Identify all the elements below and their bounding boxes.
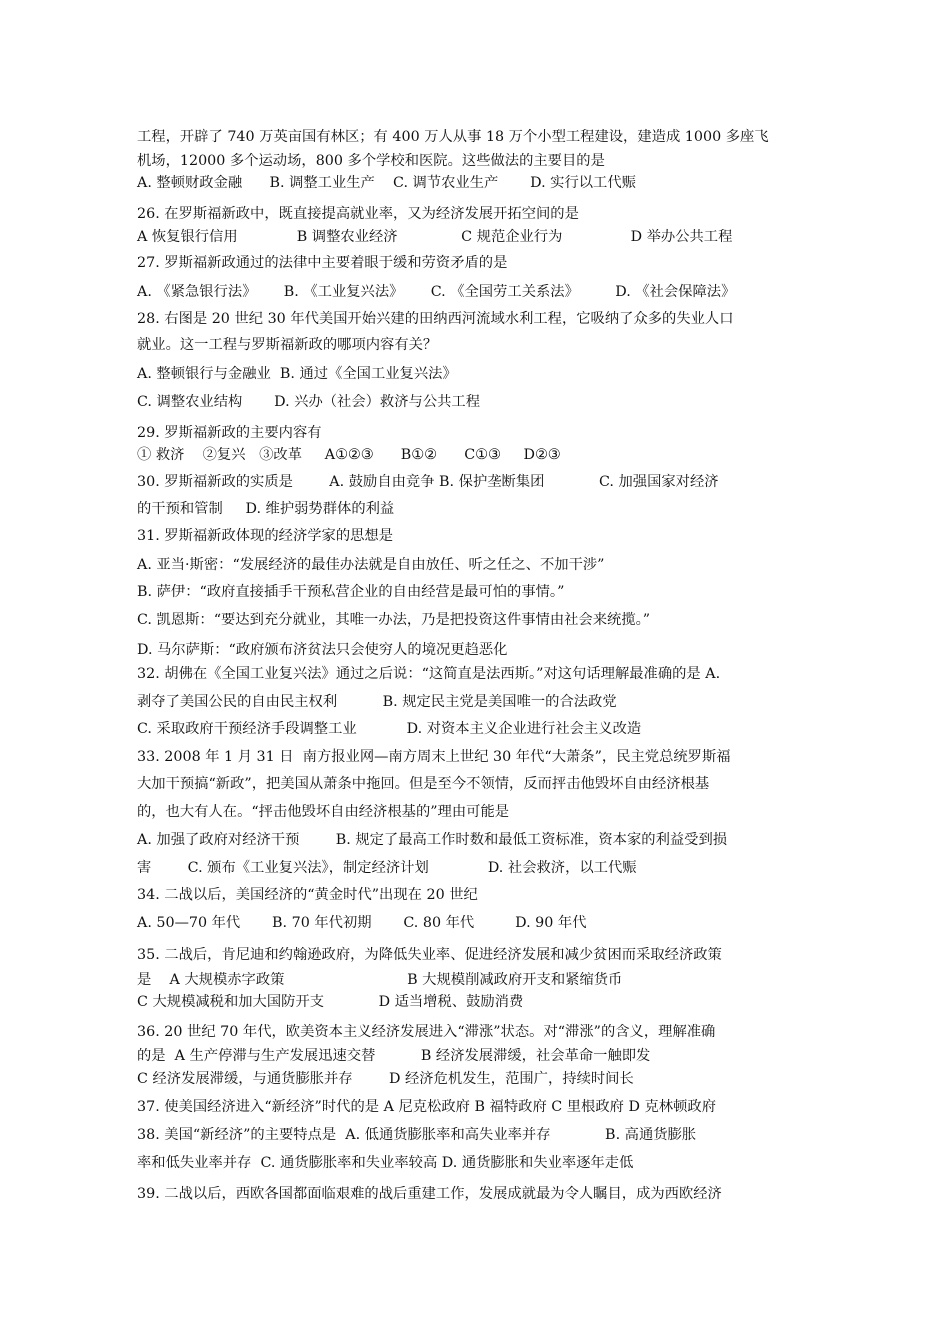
text-line: 39. 二战以后，西欧各国都面临艰难的战后重建工作，发展成就最为令人瞩目，成为西欧经济 [137,1186,722,1202]
text-line: C. 凯恩斯：“要达到充分就业，其唯一办法，乃是把投资这件事情由社会来统揽。” [137,612,651,628]
text-line: 26. 在罗斯福新政中，既直接提高就业率，又为经济发展开拓空间的是 [137,206,579,222]
text-line: 37. 使美国经济进入“新经济”时代的是 A 尼克松政府 B 福特政府 C 里根政府 D 克林顿政府 [137,1099,716,1115]
text-line: C. 采取政府干预经济手段调整工业 D. 对资本主义企业进行社会主义改造 [137,721,642,737]
text-line: 35. 二战后，肯尼迪和约翰逊政府，为降低失业率、促进经济发展和减少贫困而采取经济政策 [137,947,722,963]
text-line: A. 亚当·斯密：“发展经济的最佳办法就是自由放任、听之任之、不加干涉” [137,557,605,573]
text-line: A. 50—70 年代 B. 70 年代初期 C. 80 年代 D. 90 年代 [137,915,587,931]
text-line: 率和低失业率并存 C. 通货膨胀率和失业率较高 D. 通货膨胀和失业率逐年走低 [137,1155,634,1171]
text-line: 机场，12000 多个运动场，800 多个学校和医院。这些做法的主要目的是 [137,153,605,169]
text-line: A 恢复银行信用 B 调整农业经济 C 规范企业行为 D 举办公共工程 [137,229,733,245]
text-line: A. 整顿银行与金融业 B. 通过《全国工业复兴法》 [137,366,457,382]
text-line: 33. 2008 年 1 月 31 日 南方报业网—南方周末上世纪 30 年代“大萧条”，民主党总统罗斯福 [137,749,731,765]
text-line: 29. 罗斯福新政的主要内容有 [137,425,322,441]
text-line: 是 A 大规模赤字政策 B 大规模削减政府开支和紧缩货币 [137,972,623,988]
text-line: 32. 胡佛在《全国工业复兴法》通过之后说：“这简直是法西斯。”对这句话理解最准确的是 A. [137,666,721,682]
text-line: A. 加强了政府对经济干预 B. 规定了最高工作时数和最低工资标准，资本家的利益受到损 [137,832,728,848]
text-line: 的是 A 生产停滞与生产发展迅速交替 B 经济发展滞缓，社会革命一触即发 [137,1048,651,1064]
text-line: A. 《紧急银行法》 B. 《工业复兴法》 C. 《全国劳工关系法》 D. 《社会保障法》 [137,284,736,300]
text-line: 30. 罗斯福新政的实质是 A. 鼓励自由竞争 B. 保护垄断集团 C. 加强国家对经济 [137,474,719,490]
text-line: 大加干预搞“新政”，把美国从萧条中拖回。但是至今不领情，反而抨击他毁坏自由经济根基 [137,776,710,792]
text-line: D. 马尔萨斯：“政府颁布济贫法只会使穷人的境况更趋恶化 [137,642,508,658]
text-line: ① 救济 ②复兴 ③改革 A①②③ B①② C①③ D②③ [137,447,561,463]
text-line: A. 整顿财政金融 B. 调整工业生产 C. 调节农业生产 D. 实行以工代赈 [137,175,636,191]
text-line: C 经济发展滞缓，与通货膨胀并存 D 经济危机发生，范围广，持续时间长 [137,1071,634,1087]
text-line: 36. 20 世纪 70 年代，欧美资本主义经济发展进入“滞涨”状态。对“滞涨”的含义，理解准确 [137,1024,716,1040]
text-line: 34. 二战以后，美国经济的“黄金时代”出现在 20 世纪 [137,887,478,903]
text-line: C. 调整农业结构 D. 兴办（社会）救济与公共工程 [137,394,481,410]
text-line: 28. 右图是 20 世纪 30 年代美国开始兴建的田纳西河流域水利工程，它吸纳了众多的失业人口 [137,311,734,327]
text-line: 工程，开辟了 740 万英亩国有林区；有 400 万人从事 18 万个小型工程建设，建造成 1000 多座飞 [137,129,769,145]
text-line: 的，也大有人在。“抨击他毁坏自由经济根基的”理由可能是 [137,804,510,820]
text-line: 31. 罗斯福新政体现的经济学家的思想是 [137,528,394,544]
text-line: 的干预和管制 D. 维护弱势群体的利益 [137,501,395,517]
text-line: B. 萨伊：“政府直接插手干预私营企业的自由经营是最可怕的事情。” [137,584,565,600]
text-line: 38. 美国“新经济”的主要特点是 A. 低通货膨胀率和高失业率并存 B. 高通货膨胀 [137,1127,697,1143]
text-line: 剥夺了美国公民的自由民主权利 B. 规定民主党是美国唯一的合法政党 [137,694,617,710]
text-line: C 大规模减税和加大国防开支 D 适当增税、鼓励消费 [137,994,524,1010]
text-line: 害 C. 颁布《工业复兴法》，制定经济计划 D. 社会救济，以工代赈 [137,860,637,876]
text-line: 就业。这一工程与罗斯福新政的哪项内容有关？ [137,337,438,353]
text-line: 27. 罗斯福新政通过的法律中主要着眼于缓和劳资矛盾的是 [137,255,508,271]
